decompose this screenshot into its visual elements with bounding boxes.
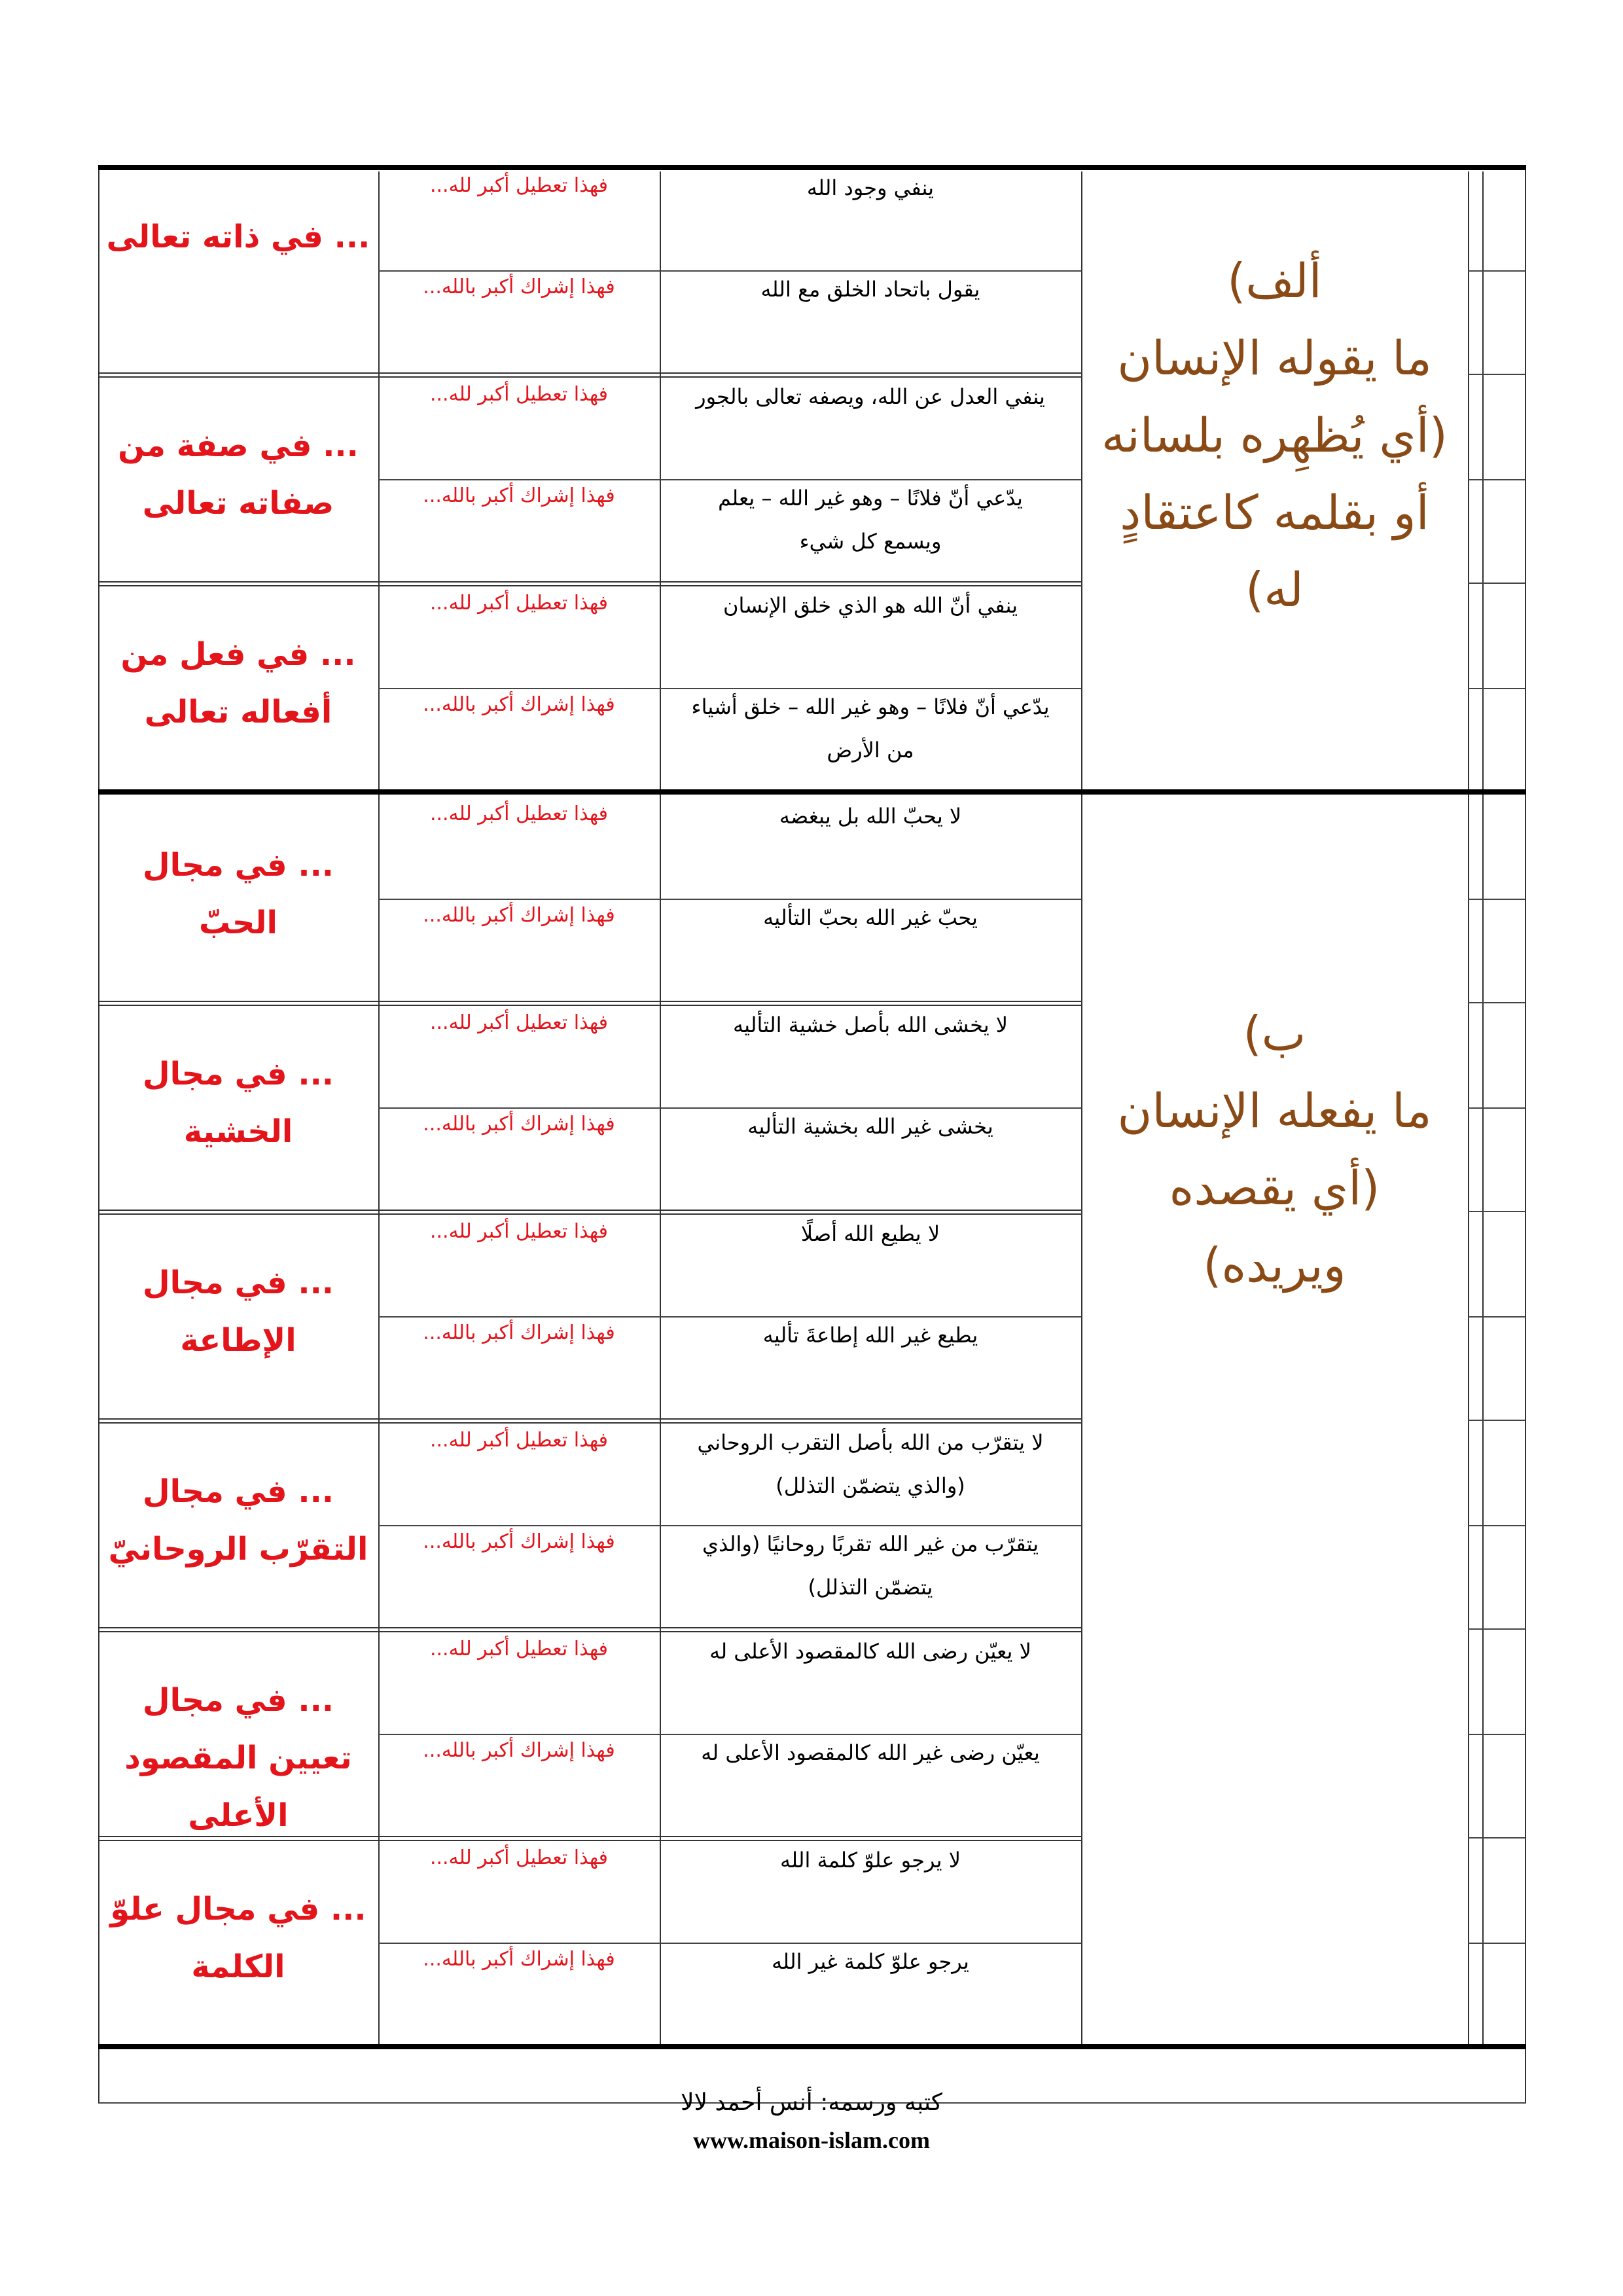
statement-association: يطيع غير الله إطاعةَ تأليه: [762, 1323, 978, 1348]
side-row-line: [1468, 270, 1525, 272]
category-ba-line: ما يفعله الإنسان: [1117, 1083, 1432, 1138]
ruling-ishrak: فهذا إشراك أكبر بالله...: [423, 1739, 615, 1762]
category-ba-line: (أي يقصده: [1169, 1160, 1380, 1215]
author-credit: كتبه ورسمه: أنس أحمد لالا: [680, 2089, 943, 2116]
area-label: ... في مجال علوّ الكلمة: [110, 1891, 366, 1985]
area-label: ... في مجال تعيين المقصود الأعلى: [124, 1682, 352, 1834]
statement-negation: لا يحبّ الله بل يبغضه: [779, 804, 962, 829]
side-row-line: [1468, 1211, 1525, 1212]
column-divider: [1468, 171, 1469, 2047]
ruling-taatil: فهذا تعطيل أكبر لله...: [429, 1638, 609, 1660]
statement-negation: ينفي وجود الله: [806, 175, 935, 200]
side-row-line: [1468, 1420, 1525, 1421]
side-row-line: [1468, 1316, 1525, 1318]
ruling-taatil: فهذا تعطيل أكبر لله...: [429, 174, 609, 197]
statement-association: يحبّ غير الله بحبّ التأليه: [763, 905, 978, 930]
area-label: ... في مجال الحبّ: [142, 847, 334, 941]
statement-association: يتقرّب من غير الله تقربًا روحانيًا (والذي يتضمّن التذلل): [702, 1532, 1039, 1600]
ruling-ishrak: فهذا إشراك أكبر بالله...: [423, 1321, 615, 1344]
ruling-taatil: فهذا تعطيل أكبر لله...: [429, 383, 609, 406]
ruling-ishrak: فهذا إشراك أكبر بالله...: [423, 1948, 615, 1971]
ruling-ishrak: فهذا إشراك أكبر بالله...: [423, 1530, 615, 1553]
category-alif-line: له): [1245, 562, 1304, 617]
category-alif-line: (أي يُظهِره بلسانه: [1101, 408, 1448, 463]
ruling-taatil: فهذا تعطيل أكبر لله...: [429, 1011, 609, 1034]
side-row-line: [1468, 1525, 1525, 1526]
ruling-taatil: فهذا تعطيل أكبر لله...: [429, 802, 609, 825]
ruling-ishrak: فهذا إشراك أكبر بالله...: [423, 693, 615, 716]
statement-negation: لا يتقرّب من الله بأصل التقرب الروحاني (والذي يتضمّن التذلل): [697, 1430, 1044, 1498]
section-divider-rule: [98, 789, 1526, 795]
side-row-line: [1468, 1943, 1525, 1944]
side-row-line: [1468, 1628, 1525, 1630]
area-label: ... في فعل من أفعاله تعالى: [120, 636, 356, 730]
ruling-ishrak: فهذا إشراك أكبر بالله...: [423, 484, 615, 507]
ruling-ishrak: فهذا إشراك أكبر بالله...: [423, 276, 615, 298]
ruling-taatil: فهذا تعطيل أكبر لله...: [429, 1429, 609, 1452]
statement-association: يدّعي أنّ فلانًا – وهو غير الله – يعلم ويسمع كل شيء: [718, 486, 1023, 554]
side-row-line: [1468, 1734, 1525, 1735]
ruling-ishrak: فهذا إشراك أكبر بالله...: [423, 904, 615, 927]
website-url: www.maison-islam.com: [693, 2127, 930, 2153]
category-ba-title: ب): [1243, 1006, 1306, 1061]
category-alif-line: ما يقوله الإنسان: [1117, 331, 1432, 386]
side-row-line: [1468, 1837, 1525, 1839]
side-row-line: [1468, 1002, 1525, 1003]
side-row-line: [1468, 899, 1525, 900]
column-divider: [1482, 171, 1484, 2047]
statement-negation: لا يعيّن رضى الله كالمقصود الأعلى له: [709, 1639, 1031, 1664]
statement-negation: ينفي أنّ الله هو الذي خلق الإنسان: [722, 593, 1018, 618]
category-alif-title: ألف): [1227, 253, 1322, 308]
ruling-taatil: فهذا تعطيل أكبر لله...: [429, 592, 609, 615]
ruling-taatil: فهذا تعطيل أكبر لله...: [429, 1846, 609, 1869]
statement-negation: لا يرجو علوّ كلمة الله: [780, 1848, 961, 1873]
table-border-right: [1525, 167, 1526, 2103]
category-ba-line: ويريده): [1203, 1238, 1346, 1293]
statement-negation: لا يطيع الله أصلًا: [800, 1221, 940, 1246]
column-divider: [660, 171, 661, 2047]
side-row-line: [1468, 688, 1525, 689]
column-divider: [378, 171, 380, 2047]
ruling-taatil: فهذا تعطيل أكبر لله...: [429, 1220, 609, 1243]
table-bottom-rule: [98, 2044, 1526, 2049]
statement-negation: لا يخشى الله بأصل خشية التأليه: [732, 1013, 1008, 1037]
side-row-line: [1468, 1107, 1525, 1109]
statement-association: يرجو علوّ كلمة غير الله: [772, 1949, 969, 1974]
column-divider: [1081, 171, 1082, 2047]
side-row-line: [1468, 583, 1525, 584]
area-label: ... في صفة من صفاته تعالى: [118, 427, 359, 522]
area-label: ... في مجال الخشية: [142, 1056, 334, 1150]
statement-association: يدّعي أنّ فلانًا – وهو غير الله – خلق أشياء من الأرض: [691, 694, 1050, 762]
area-label: ... في مجال الإطاعة: [142, 1265, 334, 1359]
statement-association: يخشى غير الله بخشية التأليه: [747, 1114, 993, 1139]
ruling-ishrak: فهذا إشراك أكبر بالله...: [423, 1113, 615, 1136]
statement-association: يعيّن رضى غير الله كالمقصود الأعلى له: [701, 1740, 1040, 1765]
area-label: ... في ذاته تعالى: [106, 219, 370, 255]
category-alif-line: أو بقلمه كاعتقادٍ: [1120, 485, 1429, 540]
side-row-line: [1468, 479, 1525, 480]
statement-negation: ينفي العدل عن الله، ويصفه تعالى بالجور: [696, 384, 1045, 409]
side-row-line: [1468, 374, 1525, 375]
statement-association: يقول باتحاد الخلق مع الله: [760, 277, 980, 302]
area-label: ... في مجال التقرّب الروحانيّ: [108, 1473, 368, 1568]
table-border-left: [98, 167, 99, 2103]
